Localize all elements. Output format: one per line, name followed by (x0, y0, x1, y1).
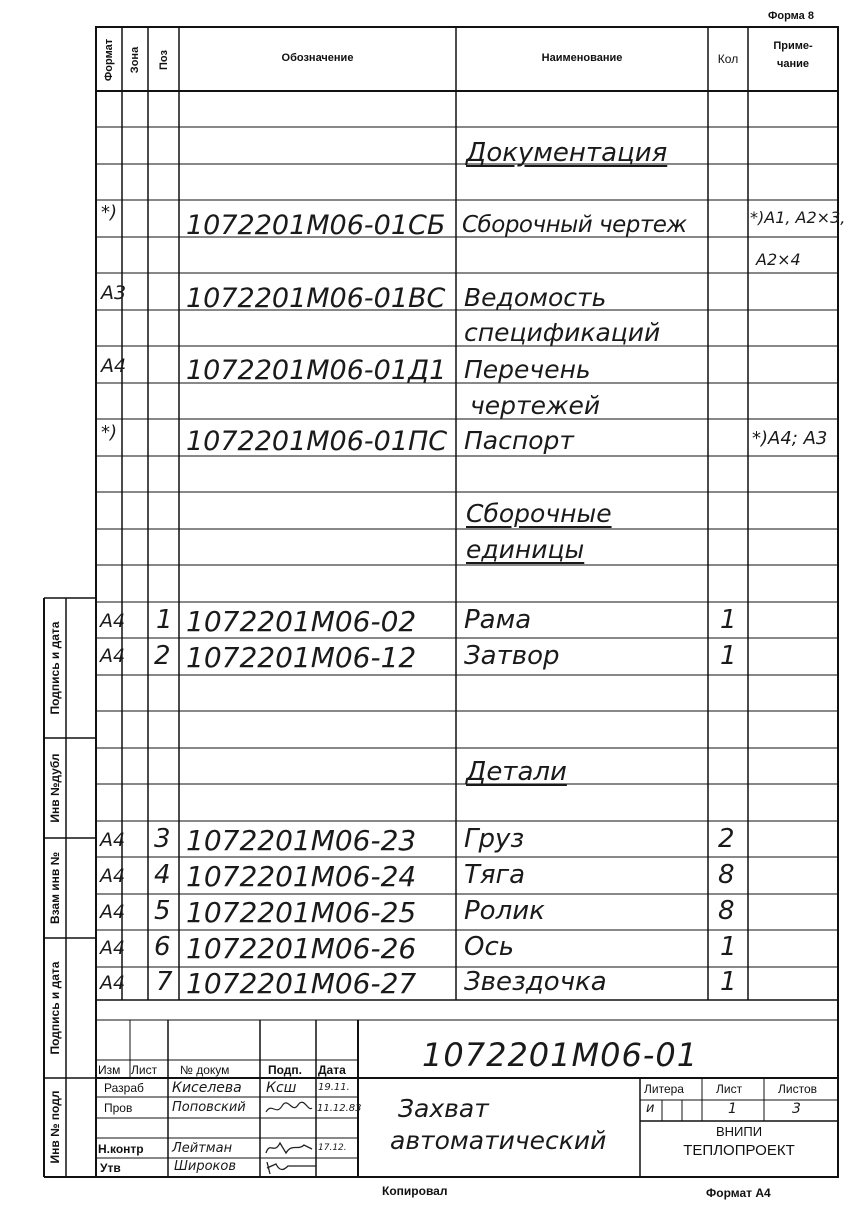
row6-designation: 1072201М06-12 (186, 641, 417, 674)
side-inv-podl: Инв № подл (48, 1090, 62, 1164)
side-podpis-data-2: Подпись и дата (48, 961, 62, 1055)
row3-name: Перечень (464, 355, 591, 384)
row1-format: *) (101, 202, 118, 223)
row6-kol: 1 (720, 641, 737, 671)
row8-name: Тяга (464, 860, 526, 890)
row4-designation: 1072201М06-01ПС (186, 426, 448, 457)
row2-designation: 1072201М06-01ВС (186, 283, 446, 314)
stamp-list-label: Лист (716, 1082, 743, 1096)
row3-designation: 1072201М06-01Д1 (186, 355, 447, 386)
row6-poz: 2 (154, 641, 171, 671)
stamp-razrab-sign: Ксш (266, 1080, 297, 1096)
row5-poz: 1 (156, 605, 173, 635)
section-parts: Детали (466, 757, 567, 787)
row6-format: А4 (100, 645, 126, 667)
header-zona: Зона (129, 46, 141, 74)
stamp-nkontr-name: Лейтман (172, 1141, 233, 1156)
side-vzam-inv: Взам инв № (48, 851, 62, 925)
header-naimenovanie: Наименование (541, 52, 623, 64)
row7-designation: 1072201М06-23 (186, 824, 417, 857)
row5-format: А4 (100, 610, 126, 632)
row2b-name: спецификаций (464, 318, 661, 347)
row4-format: *) (101, 422, 118, 443)
stamp-prov-label: Пров (104, 1101, 133, 1115)
stamp-prov-date: 11.12.83 (317, 1103, 362, 1114)
row8-format: А4 (100, 865, 126, 887)
row1-name: Сборочный чертеж (462, 212, 687, 238)
stamp-list-value: 1 (728, 1101, 737, 1117)
prov-signature-icon (264, 1100, 314, 1117)
row11-designation: 1072201М06-27 (186, 967, 417, 1000)
row7-name: Груз (464, 824, 525, 854)
stamp-razrab-label: Разраб (104, 1081, 144, 1095)
row7-poz: 3 (154, 824, 171, 854)
row3b-name: чертежей (470, 391, 601, 420)
stamp-h-list: Лист (131, 1063, 158, 1077)
form-number: Форма 8 (768, 10, 814, 22)
row9-name: Ролик (464, 896, 545, 926)
row2-name: Ведомость (464, 283, 607, 312)
stamp-h-izm: Изм (98, 1063, 121, 1077)
row11-name: Звездочка (464, 967, 607, 997)
header-primechanie-1: Приме- (773, 40, 813, 52)
stamp-nkontr-date: 17.12. (318, 1143, 347, 1153)
stamp-listov-value: 3 (792, 1101, 801, 1117)
stamp-nkontr-label: Н.контр (98, 1142, 144, 1156)
header-primechanie-2: чание (776, 58, 810, 70)
row8-poz: 4 (154, 860, 171, 890)
side-inv-dubl: Инв №дубл (48, 753, 62, 823)
stamp-litera-value: и (646, 1101, 655, 1116)
row8-kol: 8 (718, 860, 735, 890)
utv-signature-icon (264, 1158, 324, 1176)
row10-designation: 1072201М06-26 (186, 932, 417, 965)
stamp-h-dokum: № докум (180, 1063, 230, 1077)
row10-name: Ось (464, 932, 515, 962)
title-line-2: автоматический (390, 1126, 607, 1155)
row5-designation: 1072201М06-02 (186, 605, 417, 638)
row4-note: *)А4; А3 (752, 428, 828, 449)
row7-format: А4 (100, 829, 126, 851)
row9-kol: 8 (718, 896, 735, 926)
org-line-2: ТЕПЛОПРОЕКТ (683, 1142, 795, 1159)
stamp-h-podp: Подп. (268, 1063, 302, 1077)
header-poz: Поз (158, 50, 170, 70)
header-kol: Кол (717, 52, 739, 66)
row11-format: А4 (100, 972, 126, 994)
row1-note: *)А1, А2×3, (750, 208, 846, 227)
row5-kol: 1 (720, 605, 737, 635)
row9-format: А4 (100, 901, 126, 923)
stamp-utv-label: Утв (100, 1161, 121, 1175)
row2-format: А3 (101, 282, 127, 304)
row11-kol: 1 (720, 967, 737, 997)
row1-designation: 1072201М06-01СБ (186, 210, 446, 241)
header-oboznachenie: Обозначение (281, 52, 354, 64)
stamp-razrab-date: 19.11. (318, 1082, 350, 1093)
row8-designation: 1072201М06-24 (186, 860, 417, 893)
stamp-listov-label: Листов (778, 1082, 817, 1096)
row7-kol: 2 (718, 824, 735, 854)
stamp-prov-name: Поповский (172, 1100, 246, 1115)
section-documentation: Документация (466, 138, 668, 168)
row4-name: Паспорт (464, 426, 574, 455)
title-line-1: Захват (398, 1094, 489, 1123)
side-podpis-data-1: Подпись и дата (48, 621, 62, 715)
doc-code: 1072201М06-01 (422, 1036, 699, 1074)
header-format: Формат (103, 38, 115, 82)
stamp-razrab-name: Киселева (172, 1080, 242, 1096)
section-assembly-2: единицы (466, 535, 585, 564)
row5-name: Рама (464, 605, 532, 635)
stamp-h-data: Дата (318, 1063, 346, 1077)
row9-poz: 5 (154, 896, 171, 926)
row10-kol: 1 (720, 932, 737, 962)
row10-format: А4 (100, 937, 126, 959)
nkontr-signature-icon (264, 1139, 314, 1157)
row3-format: А4 (101, 355, 127, 377)
org-line-1: ВНИПИ (715, 1124, 763, 1139)
section-assembly-1: Сборочные (466, 499, 612, 528)
footer-kopiroval: Копировал (382, 1184, 448, 1198)
row10-poz: 6 (154, 932, 171, 962)
row9-designation: 1072201М06-25 (186, 896, 417, 929)
row11-poz: 7 (156, 967, 173, 997)
row1b-note: А2×4 (756, 250, 801, 269)
stamp-litera-label: Литера (644, 1082, 684, 1096)
footer-format: Формат А4 (706, 1186, 771, 1200)
row6-name: Затвор (464, 641, 560, 671)
stamp-utv-name: Широков (174, 1159, 237, 1174)
